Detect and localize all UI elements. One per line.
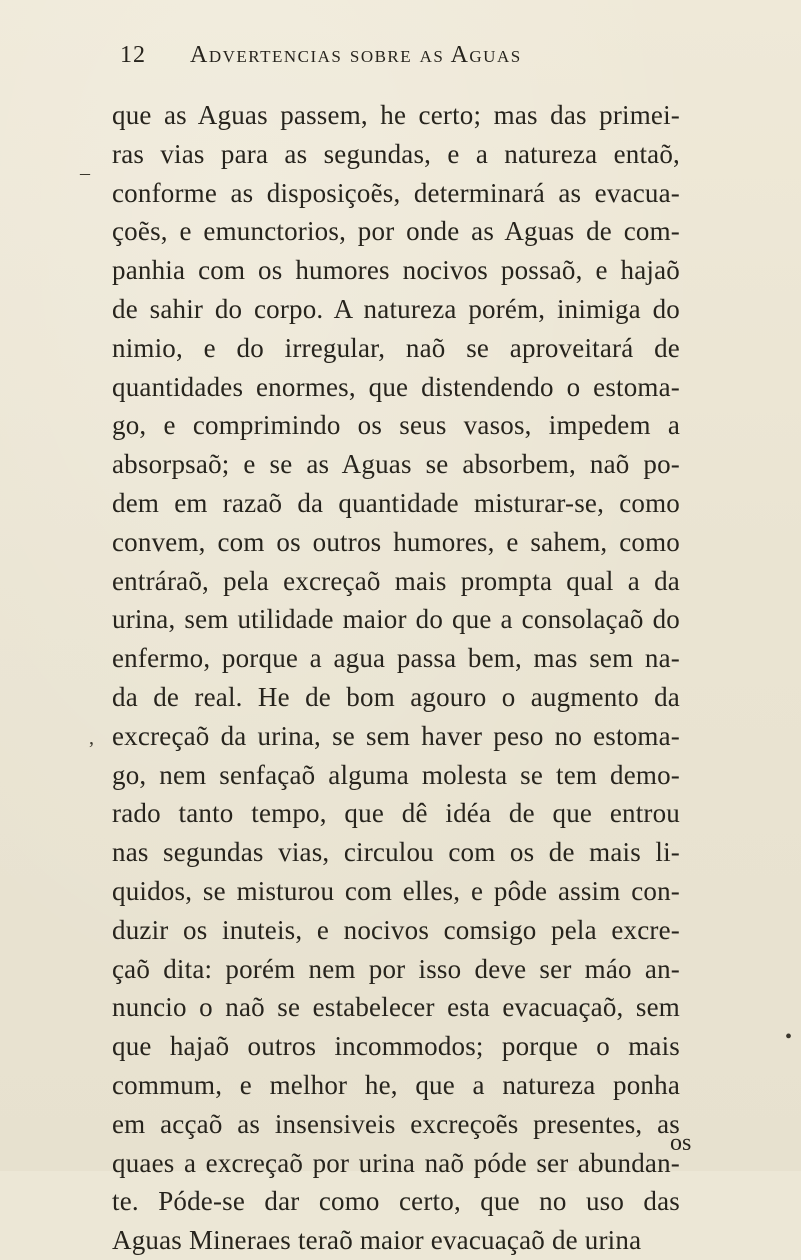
margin-dot: • — [785, 1026, 793, 1048]
text-line: te. Póde-se dar como certo, que no uso das — [112, 1186, 680, 1217]
text-line: duzir os inuteis, e nocivos comsigo pela excre- — [112, 914, 680, 945]
text-line: convem, com os outros humores, e sahem, como — [112, 526, 680, 557]
text-line: conforme as disposiçoẽs, determinará as evacua- — [112, 177, 680, 208]
body-text — [112, 96, 680, 1260]
page-header — [120, 42, 680, 82]
text-line: da de real. He de bom agouro o augmento da — [112, 681, 680, 712]
text-line: rado tanto tempo, que dê idéa de que entrou — [112, 798, 680, 829]
page-number: 12 — [120, 42, 146, 68]
margin-dash: – — [80, 162, 90, 184]
text-line: quidos, se misturou com elles, e pôde assim con- — [112, 875, 680, 906]
text-line: dem em razaõ da quantidade misturar-se, como — [112, 487, 680, 518]
text-line: panhia com os humores nocivos possaõ, e hajaõ — [112, 255, 680, 286]
text-line: de sahir do corpo. A natureza porém, inimiga do — [112, 293, 680, 324]
text-line: Aguas Mineraes teraõ maior evacuaçaõ de urina — [112, 1225, 642, 1256]
text-line: absorpsaõ; e se as Aguas se absorbem, naõ po- — [112, 449, 680, 480]
text-line: commum, e melhor he, que a natureza ponha — [112, 1069, 680, 1100]
text-line: excreçaõ da urina, se sem haver peso no estoma- — [112, 720, 680, 751]
text-line: çoẽs, e emunctorios, por onde as Aguas de com- — [112, 216, 680, 247]
text-line: go, nem senfaçaõ alguma molesta se tem demo- — [112, 759, 680, 790]
text-line: que hajaõ outros incommodos; porque o mais — [112, 1031, 680, 1062]
margin-apostrophe: ’ — [88, 738, 95, 760]
text-line: quaes a excreçaõ por urina naõ póde ser abundan- — [112, 1147, 680, 1178]
text-line: go, e comprimindo os seus vasos, impedem a — [112, 410, 680, 441]
running-title: Advertencias sobre as Aguas — [190, 42, 522, 68]
text-line: ras vias para as segundas, e a natureza entaõ, — [112, 138, 680, 169]
catchword: os — [670, 1130, 692, 1156]
text-line: nimio, e do irregular, naõ se aproveitará de — [112, 332, 680, 363]
text-line: entráraõ, pela excreçaõ mais prompta qual a da — [112, 565, 680, 596]
text-line: quantidades enormes, que distendendo o estoma- — [112, 371, 680, 402]
text-line: nuncio o naõ se estabelecer esta evacuaçaõ, sem — [112, 992, 680, 1023]
text-line: que as Aguas passem, he certo; mas das primei- — [112, 100, 680, 130]
text-line: çaõ dita: porém nem por isso deve ser máo an- — [112, 953, 680, 984]
text-line: nas segundas vias, circulou com os de mais li- — [112, 837, 680, 868]
text-line: em acçaõ as insensiveis excreçoẽs presentes, as — [112, 1108, 680, 1139]
text-line: enfermo, porque a agua passa bem, mas sem na- — [112, 643, 680, 674]
text-line: urina, sem utilidade maior do que a consolaçaõ do — [112, 604, 680, 635]
